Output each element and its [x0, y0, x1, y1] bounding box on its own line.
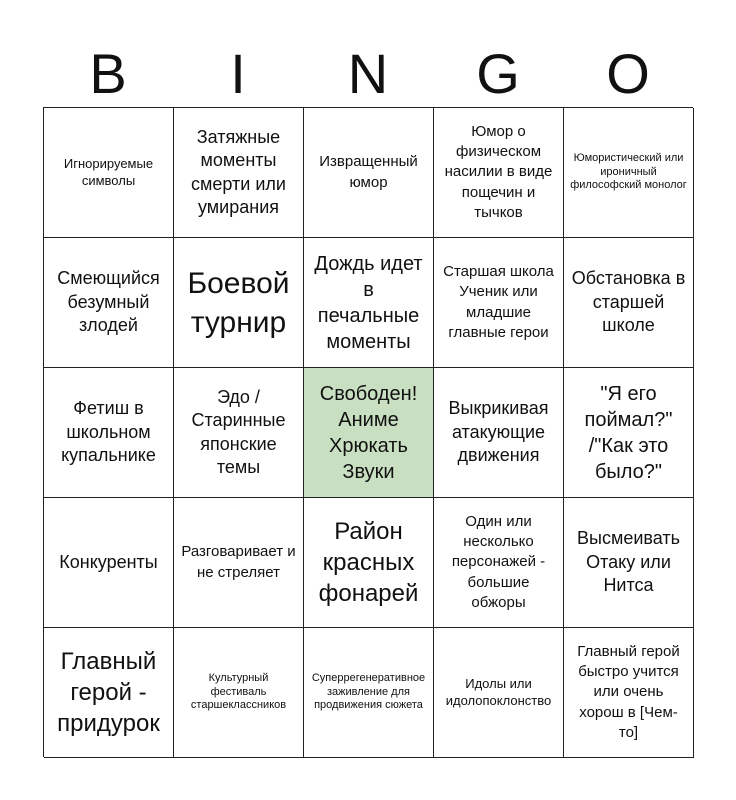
bingo-cell-4-3[interactable]	[304, 498, 434, 628]
bingo-cell-3-4[interactable]	[434, 368, 564, 498]
cell-text: Один или несколько персонажей - большие обжоры	[451, 512, 546, 611]
cell-text: Смеющийся безумный злодей	[57, 268, 160, 336]
cell-text: Конкуренты	[59, 551, 158, 572]
header-letter-o: O	[606, 42, 650, 105]
cell-text: Свободен! Аниме Хрюкать Звуки	[319, 382, 418, 483]
header-letter-n: N	[347, 42, 389, 105]
bingo-cell-5-3[interactable]	[304, 628, 434, 758]
cell-text: Юмор о физическом насилии в виде пощечин и тычков	[444, 122, 553, 221]
bingo-cell-2-5[interactable]	[564, 238, 694, 368]
cell-text: Суперрегенеративное заживление для продвижения сюжета	[311, 671, 426, 712]
cell-text: Обстановка в старшей школе	[571, 268, 686, 336]
bingo-cell-4-4[interactable]	[434, 498, 564, 628]
bingo-cell-5-1[interactable]	[44, 628, 174, 758]
cell-text: Юмористический или ироничный философский монолог	[570, 151, 687, 192]
cell-text: Разговаривает и не стреляет	[181, 543, 296, 581]
cell-text: Культурный фестиваль старшеклассников	[190, 671, 287, 712]
cell-text: Идолы или идолопоклонство	[445, 675, 552, 708]
cell-text: Старшая школа Ученик или младшие главные герои	[443, 263, 554, 341]
bingo-cell-4-1[interactable]	[44, 498, 174, 628]
bingo-cell-5-2[interactable]	[174, 628, 304, 758]
header-letter-g: G	[476, 42, 520, 105]
bingo-cell-3-1[interactable]	[44, 368, 174, 498]
bingo-cell-4-5[interactable]	[564, 498, 694, 628]
cell-text: Извращенный юмор	[319, 153, 418, 191]
bingo-board	[43, 107, 693, 757]
cell-text: Высмеивать Отаку или Нитса	[577, 528, 680, 596]
bingo-cell-2-3[interactable]	[304, 238, 434, 368]
cell-text: Район красных фонарей	[318, 517, 419, 608]
bingo-cell-3-5[interactable]	[564, 368, 694, 498]
bingo-cell-5-4[interactable]	[434, 628, 564, 758]
cell-text: Эдо / Старинные японские темы	[191, 386, 286, 477]
cell-text: "Я его поймал?" /"Как это было?"	[584, 382, 673, 483]
cell-text: Фетиш в школьном купальнике	[61, 398, 156, 466]
bingo-cell-2-4[interactable]	[434, 238, 564, 368]
bingo-cell-free[interactable]	[304, 368, 434, 498]
bingo-cell-1-5[interactable]	[564, 108, 694, 238]
bingo-cell-2-1[interactable]	[44, 238, 174, 368]
cell-text: Боевой турнир	[187, 266, 290, 339]
bingo-header	[43, 40, 693, 108]
bingo-cell-5-5[interactable]	[564, 628, 694, 758]
header-letter-i: I	[230, 42, 246, 105]
cell-text: Дождь идет в печальные моменты	[314, 252, 423, 353]
bingo-cell-3-2[interactable]	[174, 368, 304, 498]
cell-text: Выкрикивая атакующие движения	[448, 398, 549, 466]
cell-text: Игнорируемые символы	[63, 155, 154, 188]
bingo-cell-4-2[interactable]	[174, 498, 304, 628]
header-letter-b: B	[89, 42, 127, 105]
cell-text: Главный герой - придурок	[57, 647, 160, 738]
bingo-cell-1-2[interactable]	[174, 108, 304, 238]
bingo-cell-1-4[interactable]	[434, 108, 564, 238]
bingo-cell-1-1[interactable]	[44, 108, 174, 238]
cell-text: Главный герой быстро учится или очень хорош в [Чем-то]	[577, 642, 680, 741]
bingo-cell-1-3[interactable]	[304, 108, 434, 238]
bingo-cell-2-2[interactable]	[174, 238, 304, 368]
cell-text: Затяжные моменты смерти или умирания	[191, 126, 286, 217]
